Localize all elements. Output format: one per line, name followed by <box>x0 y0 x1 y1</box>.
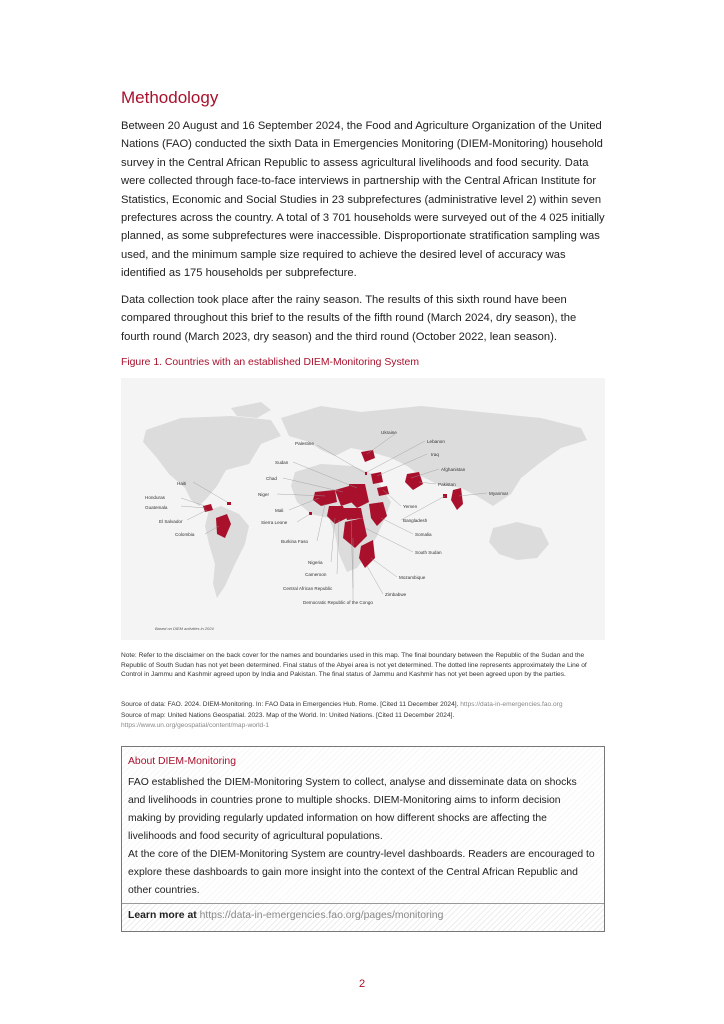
methodology-paragraph-2: Data collection took place after the rainy season. The results of this sixth round have been compared throughout this brief to the results of the fifth round (March 2024, dry season), the fourth round (March 2023, dry season) and the third round (October 2022, lean season). <box>121 294 577 343</box>
map-label-nigeria: Nigeria <box>308 560 323 565</box>
map-label-sierra-leone: Sierra Leone <box>261 520 288 525</box>
methodology-paragraph-1: Between 20 August and 16 September 2024, the Food and Agriculture Organization of the United Nations (FAO) conducted the sixth Data in Emergencies Monitoring (DIEM-Monitoring) household survey in the Central African Republic to assess agricultural livelihoods and food security. Data were collected through face-to-face interviews in partnership with the Central African Institute for Statistics, Economic and Social Studies in 23 subprefectures (administrative level 2) within seven prefectures across the country. A total of 3 701 households were surveyed out of the 4 025 initially planned, as some subprefectures were inaccessible. Disproportionate stratification sampling was used, and the minimum sample size required to achieve the desired level of accuracy was identified as 175 households per subprefecture. <box>121 120 605 280</box>
page-number: 2 <box>358 978 366 990</box>
section-heading: Methodology <box>121 88 219 107</box>
map-label-bangladesh: Bangladesh <box>403 518 428 523</box>
about-box-title: About DIEM-Monitoring <box>128 756 236 767</box>
map-label-ukraine: Ukraine <box>381 430 397 435</box>
map-label-somalia: Somalia <box>415 532 432 537</box>
map-label-drc-line: Democratic Republic of the Congo <box>303 600 373 605</box>
country-lebanon-palestine <box>365 472 367 475</box>
map-label-mozambique: Mozambique <box>399 575 426 580</box>
map-label-central-african-republic: Central African Republic <box>283 586 333 591</box>
learn-more-link[interactable]: https://data-in-emergencies.fao.org/pages/monitoring <box>199 910 444 921</box>
source-of-data <box>121 700 605 710</box>
country-haiti <box>227 502 231 505</box>
country-myanmar <box>451 488 463 510</box>
map-label-palestine: Palestine <box>295 441 314 446</box>
world-map <box>121 378 605 640</box>
learn-more-label: Learn more at <box>128 910 197 921</box>
figure-title: Figure 1. Countries with an established DIEM-Monitoring System <box>121 357 419 368</box>
about-box-paragraph-2: At the core of the DIEM-Monitoring System are country-level dashboards. Readers are encouraged to explore these dashboards to gain more insight into the context of the Central African Republic and other countries. <box>128 849 595 896</box>
map-label-pakistan: Pakistan <box>438 482 456 487</box>
map-label-colombia: Colombia <box>175 532 195 537</box>
about-diem-box <box>121 746 605 932</box>
source-of-map: Source of map: United Nations Geospatial. 2023. Map of the World. In: United Nations. [Cited 11 December 2024]. <box>121 712 455 719</box>
source-of-data-text: Source of data: FAO. 2024. DIEM-Monitoring. In: FAO Data in Emergencies Hub. Rome. [Cited 11 December 2024]. <box>121 701 459 708</box>
map-label-niger: Niger <box>258 492 269 497</box>
map-label-burkina-faso: Burkina Faso <box>281 539 309 544</box>
map-label-honduras: Honduras <box>145 495 165 500</box>
map-disclaimer-note: Note: Refer to the disclaimer on the back cover for the names and boundaries used in this map. The final boundary between the Republic of the Sudan and the Republic of South Sudan has not yet been determined. Final status of the Abyei area is not yet determined. The dotted line represents approximately the Line of Control in Jammu and Kashmir agreed upon by India and Pakistan. The final status of Jammu and Kashmir has not yet been agreed upon by the parties. <box>121 652 587 679</box>
map-label-mali: Mali <box>275 508 284 513</box>
source-of-data-link[interactable]: https://data-in-emergencies.fao.org <box>460 701 563 708</box>
about-box-paragraph-1: FAO established the DIEM-Monitoring System to collect, analyse and disseminate data on shocks and livelihoods in countries prone to multiple shocks. DIEM-Monitoring aims to inform decision making by providing regularly updated information on how different shocks are affecting the livelihoods and food security of agricultural populations. <box>128 777 577 842</box>
map-label-el-salvador: El Salvador <box>159 519 183 524</box>
map-label-iraq: Iraq <box>431 452 439 457</box>
map-label-yemen: Yemen <box>403 504 418 509</box>
world-map-figure <box>121 378 605 640</box>
map-label-drc <box>303 600 373 605</box>
about-box-divider <box>122 903 604 904</box>
map-label-cameroon: Cameroon <box>305 572 327 577</box>
map-label-sudan: Sudan <box>275 460 289 465</box>
map-label-afghanistan: Afghanistan <box>441 467 466 472</box>
learn-more <box>128 910 443 921</box>
map-label-myanmar: Myanmar <box>489 491 509 496</box>
country-iraq <box>371 472 383 484</box>
source-of-map-link[interactable]: https://www.un.org/geospatial/content/map-world-1 <box>121 722 270 729</box>
map-label-zimbabwe: Zimbabwe <box>385 592 407 597</box>
country-ukraine <box>361 450 375 462</box>
map-label-guatemala: Guatemala <box>145 505 168 510</box>
map-footnote: Based on DIEM activities in 2024 <box>155 626 214 631</box>
map-label-haiti: Haiti <box>177 481 187 486</box>
map-label-lebanon: Lebanon <box>427 439 445 444</box>
map-label-south-sudan: South Sudan <box>415 550 442 555</box>
map-label-chad: Chad <box>266 476 277 481</box>
